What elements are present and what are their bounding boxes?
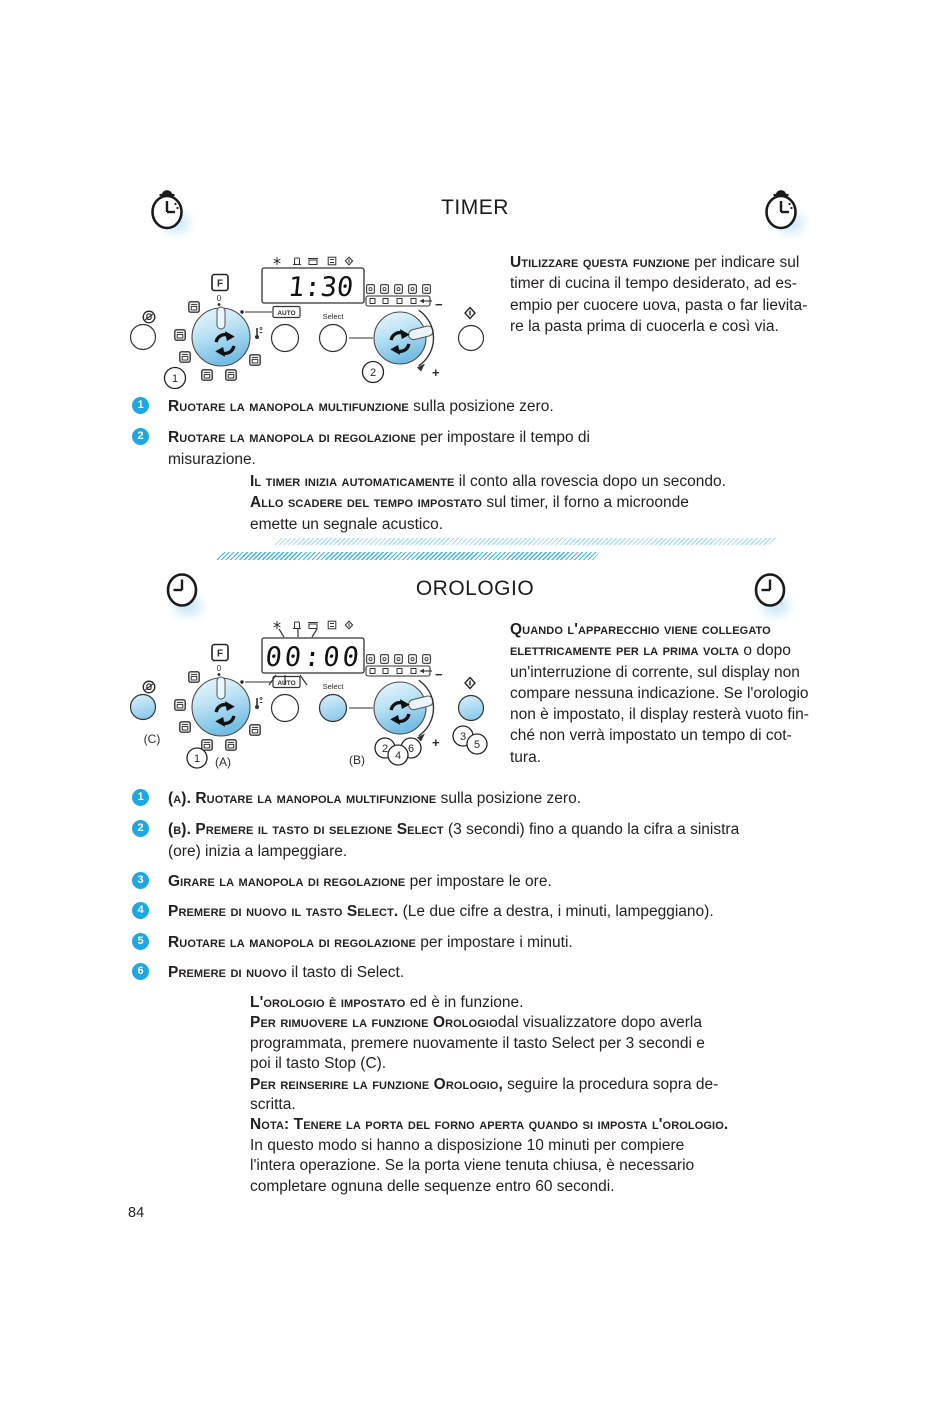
svg-text:2: 2: [381, 743, 389, 755]
auto-button: [272, 695, 299, 722]
timer-control-panel-diagram: [121, 246, 511, 398]
hand-icon: [293, 258, 301, 265]
label-a: (A): [215, 755, 231, 769]
select-label: Select: [322, 682, 344, 691]
stop-button: [131, 325, 156, 350]
grill-box-icon: [328, 621, 336, 629]
multifunction-knob: [192, 307, 250, 366]
zero-mark: 0: [216, 664, 222, 673]
start-icon: [465, 308, 475, 319]
select-label: Select: [322, 312, 344, 321]
display: [262, 638, 364, 673]
svg-text:1: 1: [193, 753, 201, 765]
step-badge: 1: [132, 789, 149, 806]
svg-text:F: F: [216, 648, 224, 660]
oven-mode-icon: [226, 740, 236, 750]
diamond-icon: [345, 257, 352, 265]
svg-text:4: 4: [394, 750, 402, 762]
svg-text:AUTO: AUTO: [277, 679, 296, 687]
auto-button: [272, 325, 299, 352]
plus-label: +: [432, 365, 440, 380]
orologio-step-4: 4 Premere di nuovo il tasto Select. (Le due cifre a destra, i minuti, lampeggiano).: [132, 901, 808, 923]
display-status-icons: [274, 621, 336, 629]
step-badge: 4: [132, 902, 149, 919]
minus-label: −: [435, 297, 443, 312]
step-badge: 1: [132, 397, 149, 414]
display-time: 1:30: [286, 272, 355, 303]
section-divider: [215, 552, 600, 560]
stop-button: [131, 695, 156, 720]
orologio-step-2: 2 (b). Premere il tasto di selezione Select (3 secondi) fino a quando la cifra a sinistra (ore) inizia a lampeggiare.: [132, 819, 808, 862]
program-indicator-strip: [366, 655, 432, 676]
select-button: [320, 695, 347, 722]
adjustment-knob: [374, 312, 434, 364]
step-badge: 3: [132, 872, 149, 889]
clock-icon: [748, 566, 800, 622]
step-badge: 6: [132, 963, 149, 980]
step-badge: 5: [132, 933, 149, 950]
steam-pot-icon: [308, 259, 318, 265]
timer-intro: Utilizzare questa funzione per indicare sul timer di cucina il tempo desiderato, ad es- empio per cuocere uova, pasta o far lievita- re la pasta prima di cuocerla e così via.: [510, 254, 808, 335]
display-status-icons: [274, 257, 336, 265]
program-indicator-strip: [366, 285, 432, 306]
oven-mode-icon: [180, 352, 190, 362]
oven-mode-icon: [202, 370, 212, 380]
oven-mode-icon: [180, 722, 190, 732]
snowflake-icon: [274, 257, 281, 265]
orologio-step-1: 1 (a). Ruotare la manopola multifunzione sulla posizione zero.: [132, 788, 808, 810]
snowflake-icon: [274, 621, 281, 629]
svg-text:5: 5: [473, 739, 481, 751]
orologio-step-6: 6 Premere di nuovo il tasto di Select.: [132, 962, 808, 984]
multifunction-knob: [192, 677, 250, 736]
steam-pot-icon: [308, 623, 318, 629]
minus-label: −: [435, 667, 443, 682]
display-time: 00:00: [263, 642, 364, 673]
svg-text:1: 1: [171, 373, 179, 385]
oven-mode-icon: [226, 370, 236, 380]
oven-mode-icon: [202, 740, 212, 750]
start-icon: [465, 678, 475, 689]
orologio-section-title: OROLOGIO: [415, 577, 535, 600]
intro-lead: Utilizzare questa funzione: [510, 254, 690, 271]
orologio-outro: L'orologio è impostato ed è in funzione. Per rimuovere la funzione Orologiodal visualizzatore dopo averla programmata, premere nuovamente il tasto Select per 3 secondi e poi il tasto Stop (C). Per reinserire la funzione Orologio, seguire la procedura sopra de- scritta. Nota: Tenere la porta del forno aperta quando si imposta l'orologio. In questo modo si hanno a disposizione 10 minuti per compiere l'intera operazione. Se la porta viene tenuta chiusa, è necessario completare ognuna delle sequenze entro 60 secondi.: [250, 994, 729, 1195]
timer-step-2: 2 Ruotare la manopola di regolazione per impostare il tempo di misurazione.: [132, 427, 808, 470]
stop-icon: [143, 311, 155, 323]
hand-icon: [293, 622, 301, 629]
oven-mode-icon: [250, 725, 260, 735]
label-b: (B): [349, 753, 365, 767]
oven-mode-icon: [175, 330, 185, 340]
svg-text:6: 6: [407, 743, 415, 755]
start-button: [459, 696, 484, 721]
adjustment-knob: [374, 682, 434, 734]
timer-section-title: TIMER: [441, 196, 509, 219]
stop-icon: [143, 681, 155, 693]
defrost-thermometer-icon: [255, 328, 262, 340]
diamond-icon: [345, 621, 352, 629]
select-button: [320, 325, 347, 352]
section-divider: [272, 538, 777, 545]
page-number: 84: [128, 1205, 145, 1221]
svg-text:2: 2: [369, 367, 377, 379]
start-button: [459, 326, 484, 351]
plus-label: +: [432, 735, 440, 750]
label-c: (C): [143, 732, 161, 746]
oven-mode-icon: [189, 672, 199, 682]
timer-step-1: 1 Ruotare la manopola multifunzione sulla posizione zero.: [132, 396, 808, 418]
oven-mode-icon: [189, 302, 199, 312]
display: [262, 268, 364, 303]
defrost-thermometer-icon: [255, 698, 262, 710]
zero-mark: 0: [216, 294, 222, 303]
step-badge: 2: [132, 820, 149, 837]
oven-mode-icon: [175, 700, 185, 710]
timer-note: Il timer inizia automaticamente il conto alla rovescia dopo un secondo. Allo scadere del tempo impostato sul timer, il forno a microonde emette un segnale acustico.: [250, 473, 726, 533]
kitchen-timer-icon: [758, 181, 810, 239]
orologio-intro: Quando l'apparecchio viene collegato elettricamente per la prima volta o dopo un'interruzione di corrente, sul display non compare nessuna indicazione. Se l'orologio non è impostato, il display resterà vuoto fin- ché non verrà impostato un tempo di cot- tura.: [510, 621, 809, 766]
oven-mode-icon: [250, 355, 260, 365]
grill-box-icon: [328, 257, 336, 265]
svg-text:3: 3: [459, 731, 467, 743]
clock-control-panel-diagram: [121, 616, 511, 774]
svg-text:F: F: [216, 278, 224, 290]
step-badge: 2: [132, 428, 149, 445]
orologio-step-5: 5 Ruotare la manopola di regolazione per impostare i minuti.: [132, 932, 808, 954]
orologio-step-3: 3 Girare la manopola di regolazione per impostare le ore.: [132, 871, 808, 893]
svg-text:AUTO: AUTO: [277, 309, 296, 317]
